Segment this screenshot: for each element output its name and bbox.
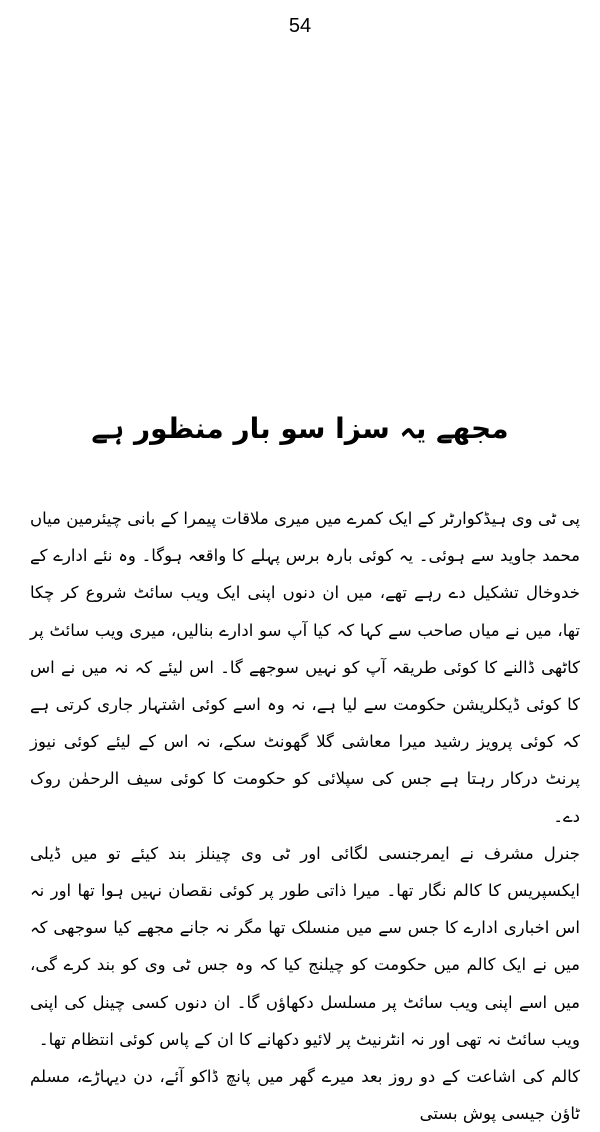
paragraph: پی ٹی وی ہیڈکوارٹر کے ایک کمرے میں میری ملاقات پیمرا کے بانی چیئرمین میاں محمد جاوید سے ہوئی۔ یہ کوئی بارہ برس پہلے کا واقعہ ہوگا۔ وہ نئے ادارے کے خدوخال تشکیل دے رہے تھے، میں ان دنوں اپنی ایک ویب سائٹ شروع کر چکا تھا، میں نے میاں صاحب سے کہا کہ کیا آپ سو ادارے بنالیں، میری ویب سائٹ پر کاٹھی ڈالنے کا کوئی طریقہ آپ کو نہیں سوجھے گا۔ اس لیئے کہ نہ میں نے اس کا کوئی ڈیکلریشن حکومت سے لیا ہے، نہ وہ اسے کوئی اشتہار جاری کرتی ہے کہ کوئی پرویز رشید میرا معاشی گلا گھونٹ سکے، نہ اس کے لیئے کوئی نیوز پرنٹ درکار رہتا ہے جس کی سپلائی کو حکومت کا کوئی سیف الرحمٰن روک دے۔: [30, 509, 580, 826]
paragraph: جنرل مشرف نے ایمرجنسی لگائی اور ٹی وی چینلز بند کیئے تو میں ڈیلی ایکسپریس کا کالم نگار تھا۔ میرا ذاتی طور پر کوئی نقصان نہیں ہوا تھا اور نہ اس اخباری ادارے کا جس سے میں منسلک تھا مگر نہ جانے مجھے کیا سوجھی کہ میں نے ایک کالم میں حکومت کو چیلنج کیا کہ وہ جس ٹی وی کو بند کرے گی، میں اسے اپنی ویب سائٹ پر مسلسل دکھاؤں گا۔ ان دنوں کسی چینل کی اپنی ویب سائٹ نہ تھی اور نہ انٹرنیٹ پر لائیو دکھانے کا ان کے پاس کوئی انتظام تھا۔: [30, 843, 580, 1049]
page-number: 54: [288, 15, 312, 37]
paragraph: کالم کی اشاعت کے دو روز بعد میرے گھر میں پانچ ڈاکو آئے، دن دیہاڑے، مسلم ٹاؤن جیسی پوش بستی: [30, 1067, 580, 1124]
chapter-title: مجھے یہ سزا سو بار منظور ہے: [91, 412, 509, 445]
body-text: [30, 500, 580, 1132]
